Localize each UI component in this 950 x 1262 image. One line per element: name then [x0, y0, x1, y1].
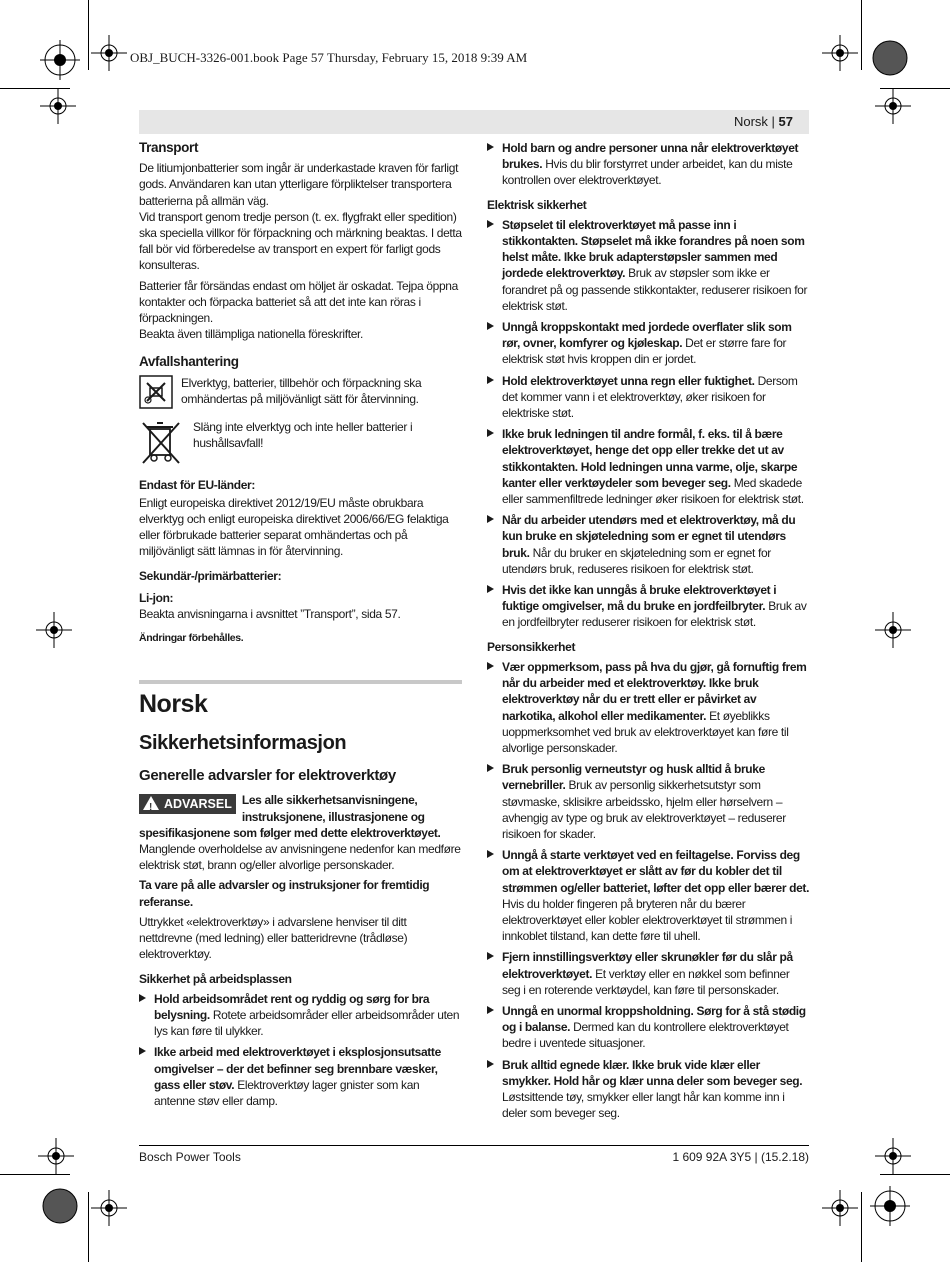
item-bold: Fjern innstillingsverktøy eller skrunøkler før du slår på elektroverktøyet. [502, 950, 793, 981]
bullet-arrow-icon [487, 764, 494, 772]
page-number [734, 114, 793, 129]
workplace-heading: Sikkerhet på arbeidsplassen [139, 971, 292, 986]
bullet-arrow-icon [487, 429, 494, 437]
registration-mark-icon [822, 1190, 858, 1226]
bullet-arrow-icon [139, 1047, 146, 1055]
item-text: Når du bruker en skjøteledning som er egnet for utendørs bruk, reduseres risikoen for elektrisk støt. [502, 545, 771, 576]
item-text: Dersom det kommer vann i et elektroverktøy, øker risikoen for elektriske støt. [502, 373, 798, 421]
item-bold: Vær oppmerksom, pass på hva du gjør, gå fornuftig frem når du arbeider med et elektroverktøy. Ikke bruk elektroverktøy når du er trett eller er påvirket av narkotika, alkohol eller medikamenter. [502, 659, 807, 723]
item-bold: Hvis det ikke kan unngås å bruke elektroverktøyet i fuktige omgivelser, må du bruke en jordfeilbryter. [502, 583, 777, 614]
transport-paragraph: Vid transport genom tredje person (t. ex. flygfrakt eller spedition) ska speciella villkor för förpackning och märkning beaktas. I detta fall bör vid förberedelse av transport en expert för farligt gods konsulteras. [139, 209, 462, 273]
transport-paragraph: De litiumjonbatterier som ingår är underkastade kraven för farligt gods. Användaren kan utan ytterligare förpliktelser transportera batterierna på allmän väg. [139, 161, 459, 208]
workplace-list [139, 991, 462, 1109]
item-bold: Hold elektroverktøyet unna regn eller fuktighet. [502, 373, 755, 388]
registration-mark-icon [875, 1138, 911, 1174]
term-definition: Uttrykket «elektroverktøy» i advarslene henviser til ditt nettdrevne (med ledning) eller batteridrevne (trådløse) elektroverktøy. [139, 914, 408, 962]
item-text: Dermed kan du kontrollere elektroverktøyet bedre i uventede situasjoner. [502, 1020, 789, 1051]
item-bold: Unngå å starte verktøyet ved en feiltagelse. Forviss deg om at elektroverktøyet er slått av før du kobler det til strømmen og/eller batteriet, løfter det opp eller bærer det. [502, 848, 810, 895]
item-text: Elektroverktøy lager gnister som kan antenne støv eller damp. [154, 1077, 420, 1108]
bullet-arrow-icon [487, 952, 494, 960]
list-item [487, 847, 810, 944]
bullet-arrow-icon [487, 1060, 494, 1068]
bin-text: Släng inte elverktyg och inte heller batterier i hushållsavfall! [193, 419, 413, 450]
item-text: Bruk av personlig sikkerhetsutstyr som støvmaske, sklisikre arbeidssko, hjelm eller hørselvern – avhengig av type og bruk av elektroverktøyet – reduserer risikoen for skader. [502, 778, 786, 841]
list-item [487, 582, 810, 631]
registration-mark-icon [91, 1190, 127, 1226]
keep-instructions: Ta vare på alle advarsler og instruksjoner for fremtidig referanse. [139, 878, 430, 909]
list-item [487, 373, 810, 422]
bullet-arrow-icon [487, 322, 494, 330]
bullet-arrow-icon [487, 515, 494, 523]
crossed-bin-icon [139, 419, 185, 467]
list-item [487, 217, 810, 314]
warning-triangle-icon [143, 796, 159, 810]
warning-text: Manglende overholdelse av anvisningene nedenfor kan medføre elektrisk støt, brann og/eller alvorlige personskader. [139, 842, 461, 873]
norsk-heading: Norsk [139, 690, 208, 719]
list-item [487, 319, 810, 368]
item-text: Hvis du holder fingeren på bryteren når du bærer elektroverktøyet eller kobler elektroverktøyet til strømmen i innkoblet tilstand, kan dette føre til uhell. [502, 896, 793, 944]
list-item [487, 659, 810, 756]
color-patch-icon [40, 1186, 80, 1226]
item-bold: Unngå en unormal kroppsholdning. Sørg for å stå stødig og i balanse. [502, 1003, 806, 1035]
lijon-heading: Li-jon: [139, 590, 174, 605]
transport-paragraph: Beakta även tillämpliga nationella föreskrifter. [139, 327, 363, 342]
print-info-line: OBJ_BUCH-3326-001.book Page 57 Thursday, February 15, 2018 9:39 AM [130, 50, 528, 65]
electrical-list [487, 217, 810, 631]
item-text: Bruk av en jordfeilbryter reduserer risikoen for elektrisk støt. [502, 599, 807, 630]
item-text: Det er større fare for elektrisk støt hvis kroppen din er jordet. [502, 336, 787, 367]
transport-paragraph: Batterier får försändas endast om höljet är oskadat. Tejpa öppna kontakter och förpacka batteriet så att det inte kan röras i förpackningen. [139, 278, 458, 326]
item-bold: Bruk personlig verneutstyr og husk alltid å bruke vernebriller. [502, 762, 765, 793]
bullet-arrow-icon [139, 994, 146, 1002]
list-item [487, 1057, 810, 1122]
registration-mark-icon [822, 35, 858, 71]
list-item [487, 426, 810, 507]
transport-heading: Transport [139, 140, 199, 155]
item-bold: Hold barn og andre personer unna når elektroverktøyet brukes. [502, 141, 799, 172]
electrical-heading: Elektrisk sikkerhet [487, 197, 587, 212]
footer-doc-number: 1 609 92A 3Y5 | (15.2.18) [672, 1150, 809, 1164]
registration-mark-icon [40, 40, 80, 80]
registration-mark-icon [91, 35, 127, 71]
item-bold: Unngå kroppskontakt med jordede overflater slik som rør, ovner, komfyrer og kjøleskap. [502, 320, 792, 351]
list-item [487, 761, 810, 842]
left-column [139, 140, 462, 1114]
item-bold: Ikke arbeid med elektroverktøyet i eksplosjonsutsatte omgivelser – der det befinner seg brennbare væsker, gass eller støv. [154, 1045, 441, 1092]
recycling-row [139, 375, 462, 413]
registration-mark-icon [875, 612, 911, 648]
item-text: Med skadede eller sammenfiltrede ledninger øker risikoen for elektrisk støt. [502, 475, 804, 507]
item-bold: Når du arbeider utendørs med et elektroverktøy, må du kun bruke en skjøteledning som er egnet til utendørs bruk. [502, 513, 796, 560]
personal-heading: Personsikkerhet [487, 639, 576, 654]
weee-row [139, 419, 462, 467]
list-item [487, 1003, 810, 1052]
registration-mark-icon [38, 1138, 74, 1174]
safety-heading: Sikkerhetsinformasjon [139, 732, 347, 755]
registration-mark-icon [40, 88, 76, 124]
norsk-divider [139, 680, 462, 688]
bullet-arrow-icon [487, 585, 494, 593]
eu-heading: Endast för EU-länder: [139, 477, 255, 492]
page-footer [139, 1145, 809, 1164]
avfall-text: Elverktyg, batterier, tillbehör och förpackning ska omhändertas på miljövänligt sätt för återvinning. [181, 375, 422, 406]
list-item [487, 949, 810, 998]
bullet-arrow-icon [487, 376, 494, 384]
list-item [487, 140, 810, 189]
warning-label: ADVARSEL [164, 797, 232, 812]
item-bold: Hold arbeidsområdet rent og ryddig og sørg for bra belysning. [154, 991, 430, 1022]
general-warnings-heading: Generelle advarsler for elektroverktøy [139, 767, 396, 785]
registration-mark-icon [36, 612, 72, 648]
lijon-paragraph: Beakta anvisningarna i avsnittet ”Transport”, sida 57. [139, 607, 401, 622]
list-item [139, 1044, 462, 1109]
header-section: Norsk [733, 114, 768, 129]
color-patch-icon [870, 38, 910, 78]
header-page: 57 [778, 114, 793, 129]
eu-paragraph: Enligt europeiska direktivet 2012/19/EU måste obrukbara elverktyg och enligt europeiska direktivet 2006/66/EG felaktiga eller förbrukade batterier separat omhändertas och på miljövänligt sätt lämnas in för återvinning. [139, 495, 449, 559]
warning-badge [139, 794, 236, 814]
bullet-arrow-icon [487, 662, 494, 670]
changes-note: Ändringar förbehålles. [139, 632, 244, 645]
personal-list [487, 659, 810, 1121]
bullet-arrow-icon [487, 850, 494, 858]
list-item [487, 512, 810, 577]
bullet-arrow-icon [487, 143, 494, 151]
item-text: Et verktøy eller en nøkkel som befinner seg i en roterende verktøydel, kan føre til personskader. [502, 966, 790, 997]
item-text: Hvis du blir forstyrret under arbeidet, kan du miste kontrollen over elektroverktøyet. [502, 157, 793, 188]
registration-mark-icon [875, 88, 911, 124]
list-item [139, 991, 462, 1040]
item-text: Et øyeblikks uoppmerksomhet ved bruk av elektroverktøyet kan føre til alvorlige personskader. [502, 708, 789, 755]
item-text: Rotete arbeidsområder eller arbeidsområder uten lys kan føre til ulykker. [154, 1007, 460, 1039]
item-text: Løstsittende tøy, smykker eller langt hår kan komme inn i deler som beveger seg. [502, 1089, 785, 1121]
item-bold: Bruk alltid egnede klær. Ikke bruk vide klær eller smykker. Hold hår og klær unna deler som beveger seg. [502, 1057, 803, 1088]
header-separator: | [767, 114, 779, 129]
bullet-arrow-icon [487, 220, 494, 228]
warning-paragraph [139, 792, 462, 873]
footer-brand: Bosch Power Tools [139, 1150, 241, 1164]
page-header [139, 110, 809, 134]
warning-bold: Les alle sikkerhetsanvisningene, instruksjonene, illustrasjonene og spesifikasjonene som følger med dette elektroverktøyet. [139, 793, 441, 840]
item-text: Bruk av støpsler som ikke er forandret på og passende stikkontakter, reduserer risikoen for elektrisk støt. [502, 266, 808, 313]
item-bold: Ikke bruk ledningen til andre formål, f. eks. til å bære elektroverktøyet, henge det opp eller trekke det ut av stikkontakten. Hold ledningen unna varme, olje, skarpe kanter eller verktøydeler som beveger seg. [502, 427, 798, 490]
registration-mark-icon [870, 1186, 910, 1226]
battery-heading: Sekundär-/primärbatterier: [139, 568, 282, 583]
recycle-disposal-icon [139, 375, 173, 409]
avfall-heading: Avfallshantering [139, 354, 239, 370]
item-bold: Støpselet til elektroverktøyet må passe inn i stikkontakten. Støpselet må ikke forandres på noen som helst måte. Ikke bruk adapterstøpsler sammen med jordede elektroverktøy. [502, 217, 805, 281]
right-column [487, 140, 810, 1126]
bullet-arrow-icon [487, 1006, 494, 1014]
